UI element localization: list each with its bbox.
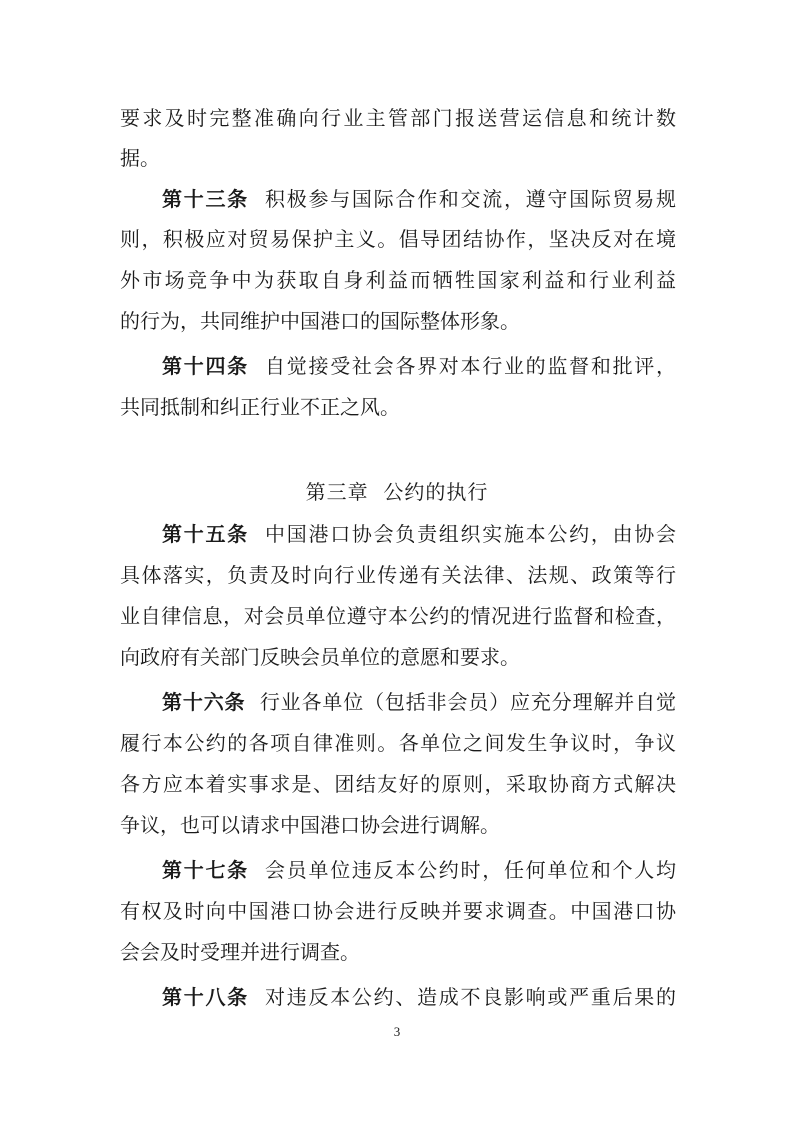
article-14-title: 第十四条 [162,354,249,378]
paragraph-line: 争议，也可以请求中国港口协会进行调解。 [120,813,500,837]
paragraph-line: 则，积极应对贸易保护主义。倡导团结协作，坚决反对在境 [120,227,676,251]
paragraph-line: 具体落实，负责及时向行业传递有关法律、法规、政策等行 [120,563,676,587]
article-16-first-line [162,687,676,717]
article-15-text: 中国港口协会负责组织实施本公约，由协会 [265,522,676,546]
article-13-first-line [162,184,676,214]
article-13-text: 积极参与国际合作和交流，遵守国际贸易规 [265,187,676,211]
paragraph-line: 向政府有关部门反映会员单位的意愿和要求。 [120,645,520,669]
article-15-first-line [162,519,676,549]
article-18-text: 对违反本公约、造成不良影响或严重后果的 [265,985,676,1009]
paragraph-line: 会会及时受理并进行调查。 [120,940,360,964]
article-16-title: 第十六条 [162,690,246,714]
article-16-text: 行业各单位（包括非会员）应充分理解并自觉 [259,690,676,714]
paragraph-line: 的行为，共同维护中国港口的国际整体形象。 [120,309,520,333]
article-14-first-line [162,351,676,381]
chapter-heading: 第三章 公约的执行 [305,480,489,504]
article-18-title: 第十八条 [162,985,249,1009]
paragraph-line: 业自律信息，对会员单位遵守本公约的情况进行监督和检查， [120,604,676,628]
article-15-title: 第十五条 [162,522,249,546]
article-17-title: 第十七条 [162,858,249,882]
paragraph-line: 履行本公约的各项自律准则。各单位之间发生争议时，争议 [120,731,676,755]
article-17-text: 会员单位违反本公约时，任何单位和个人均 [265,858,676,882]
paragraph-line: 各方应本着实事求是、团结友好的原则，采取协商方式解决 [120,772,676,796]
article-13-title: 第十三条 [162,187,249,211]
page-number: 3 [393,1024,401,1039]
article-17-first-line [162,855,676,885]
article-14-text: 自觉接受社会各界对本行业的监督和批评， [265,354,676,378]
paragraph-line: 据。 [120,146,160,170]
article-18-first-line [162,982,676,1012]
paragraph-line: 要求及时完整准确向行业主管部门报送营运信息和统计数 [120,106,676,130]
paragraph-line: 共同抵制和纠正行业不正之风。 [120,395,400,419]
paragraph-line: 外市场竞争中为获取自身利益而牺牲国家利益和行业利益 [120,268,676,292]
paragraph-line: 有权及时向中国港口协会进行反映并要求调查。中国港口协 [120,899,676,923]
